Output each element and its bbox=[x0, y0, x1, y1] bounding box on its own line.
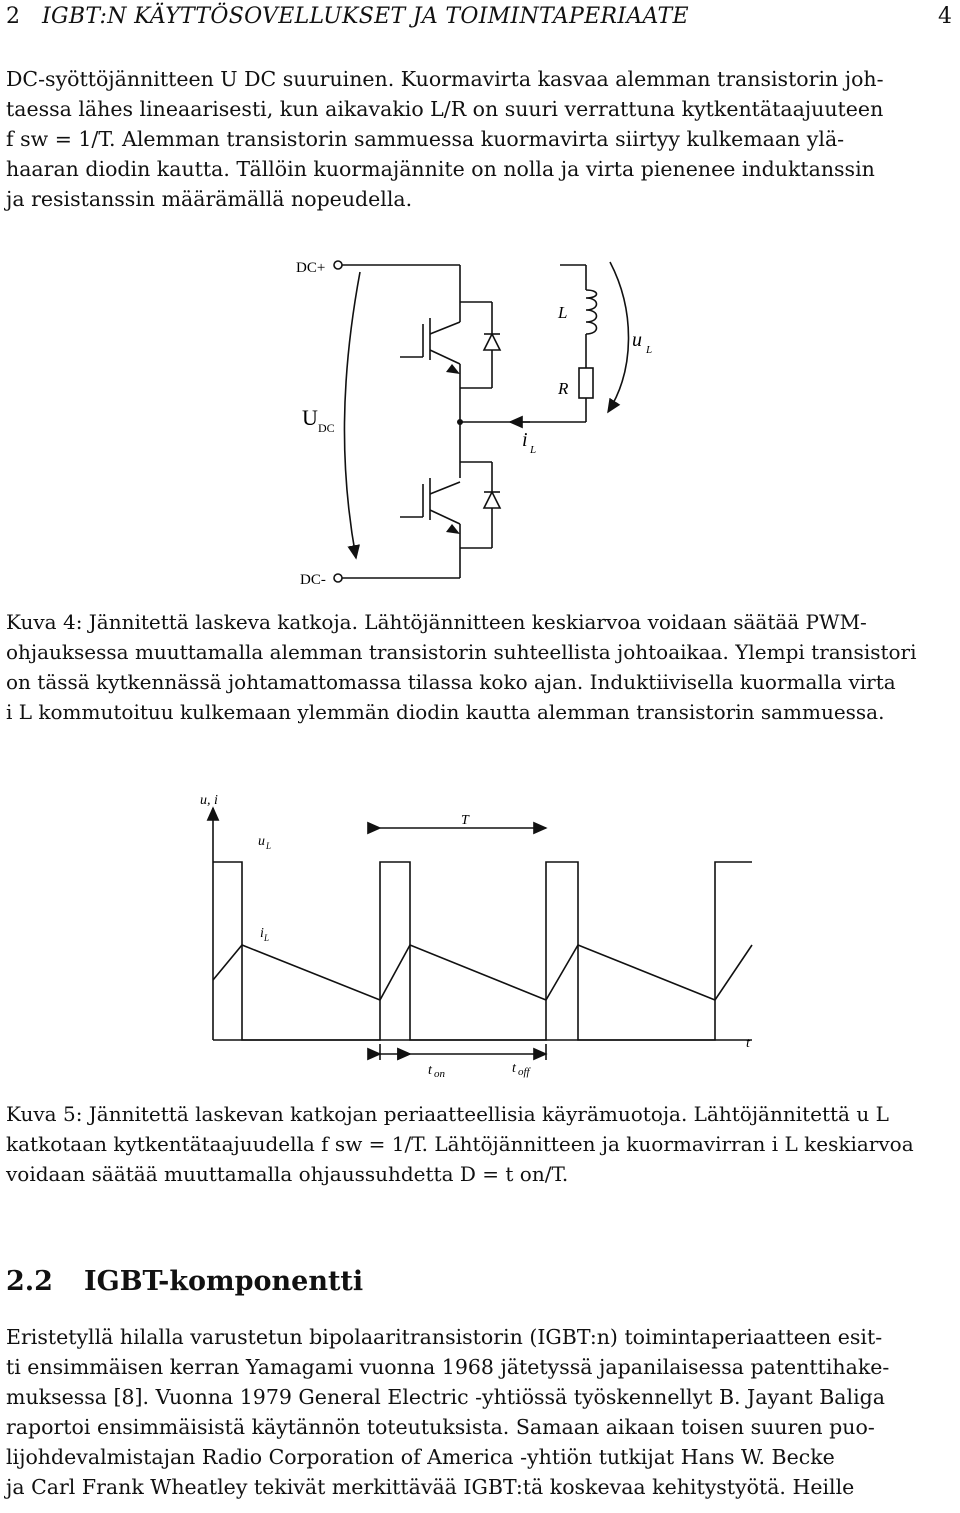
text-line: ja Carl Frank Wheatley tekivät merkittävää IGBT:tä koskevaa kehitystyötä. Heille bbox=[6, 1475, 855, 1499]
section-number: 2.2 bbox=[6, 1266, 53, 1297]
text-line: ti ensimmäisen kerran Yamagami vuonna 1968 jätetyssä japanilaisessa patenttihake- bbox=[6, 1355, 890, 1379]
inductor-label: L bbox=[558, 303, 568, 322]
ul-waveform bbox=[213, 862, 752, 1040]
ton-label: t bbox=[428, 1063, 432, 1078]
text-line: taessa lähes lineaarisesti, kun aikavakio L/R on suuri verrattuna kytkentätaajuuteen bbox=[6, 97, 884, 121]
body-paragraph bbox=[6, 1322, 952, 1502]
il-wave-sub: L bbox=[264, 933, 270, 943]
udc-sub-label: DC bbox=[318, 421, 335, 435]
ul-sub-label: L bbox=[646, 344, 653, 356]
dc-minus-label: DC- bbox=[300, 572, 326, 588]
il-label: i bbox=[522, 429, 528, 451]
udc-arrow bbox=[344, 272, 360, 558]
figure-5-caption bbox=[6, 1099, 952, 1189]
resistor-label: R bbox=[558, 379, 569, 398]
udc-label: U bbox=[302, 405, 318, 430]
il-sub-label: L bbox=[530, 444, 537, 456]
ul-label: u bbox=[632, 329, 642, 351]
text-line: DC-syöttöjännitteen U DC suuruinen. Kuormavirta kasvaa alemman transistorin joh- bbox=[6, 67, 884, 91]
toff-sub: off bbox=[518, 1066, 530, 1078]
figure-4-circuit bbox=[0, 240, 960, 600]
caption-line: katkotaan kytkentätaajuudella f sw = 1/T. Lähtöjännitteen ja kuormavirran i L keskiarvoa bbox=[6, 1132, 914, 1156]
text-line: lijohdevalmistajan Radio Corporation of America -yhtiön tutkijat Hans W. Becke bbox=[6, 1445, 835, 1469]
text-line: f sw = 1/T. Alemman transistorin sammuessa kuormavirta siirtyy kulkemaan ylä- bbox=[6, 127, 845, 151]
chapter-title: IGBT:N KÄYTTÖSOVELLUKSET JA TOIMINTAPERIAATE bbox=[42, 4, 689, 29]
ton-sub: on bbox=[434, 1068, 445, 1080]
page-number: 4 bbox=[938, 4, 952, 29]
caption-line: Kuva 5: Jännitettä laskevan katkojan periaatteellisia käyrämuotoja. Lähtöjännitettä u L bbox=[6, 1102, 889, 1126]
ul-wave-label: u bbox=[258, 834, 265, 849]
intro-paragraph bbox=[6, 64, 952, 214]
caption-line: on tässä kytkennässä johtamattomassa tilassa koko ajan. Induktiivisella kuormalla virta bbox=[6, 670, 896, 694]
dc-minus-terminal bbox=[334, 574, 342, 582]
text-line: Eristetyllä hilalla varustetun bipolaaritransistorin (IGBT:n) toimintaperiaatteen esit- bbox=[6, 1325, 883, 1349]
text-line: muksessa [8]. Vuonna 1979 General Electric -yhtiössä työskennellyt B. Jayant Baliga bbox=[6, 1385, 885, 1409]
il-waveform bbox=[213, 945, 752, 1000]
y-axis-label: u, i bbox=[200, 793, 218, 808]
inductor-symbol bbox=[586, 290, 597, 334]
section-heading bbox=[6, 1266, 363, 1297]
page-header bbox=[6, 4, 952, 32]
section-title: IGBT-komponentti bbox=[84, 1266, 364, 1297]
text-line: raportoi ensimmäisistä käytännön toteutuksista. Samaan aikaan toisen suuren puo- bbox=[6, 1415, 875, 1439]
toff-label: t bbox=[512, 1061, 516, 1076]
x-axis-label: t bbox=[746, 1036, 750, 1051]
figure-4-caption bbox=[6, 607, 952, 727]
chapter-number: 2 bbox=[6, 4, 20, 29]
ul-arrow bbox=[608, 262, 629, 412]
dc-plus-terminal bbox=[334, 261, 342, 269]
caption-line: i L kommutoituu kulkemaan ylemmän diodin kautta alemman transistorin sammuessa. bbox=[6, 700, 885, 724]
text-line: haaran diodin kautta. Tällöin kuormajännite on nolla ja virta pienenee induktanssin bbox=[6, 157, 875, 181]
caption-line: ohjauksessa muuttamalla alemman transistorin suhteellista johtoaikaa. Ylempi transistori bbox=[6, 640, 917, 664]
period-label: T bbox=[461, 813, 469, 828]
dc-plus-label: DC+ bbox=[296, 260, 326, 276]
resistor-symbol bbox=[579, 368, 593, 398]
junction-dot bbox=[457, 419, 463, 425]
text-line: ja resistanssin määrämällä nopeudella. bbox=[6, 187, 413, 211]
figure-5-waveforms bbox=[0, 780, 960, 1090]
upper-diode-symbol bbox=[484, 334, 500, 350]
ul-wave-sub: L bbox=[266, 841, 272, 851]
caption-line: Kuva 4: Jännitettä laskeva katkoja. Lähtöjännitteen keskiarvoa voidaan säätää PWM- bbox=[6, 610, 867, 634]
caption-line: voidaan säätää muuttamalla ohjaussuhdetta D = t on/T. bbox=[6, 1162, 569, 1186]
lower-diode-symbol bbox=[484, 492, 500, 508]
il-wave-label: i bbox=[260, 926, 264, 941]
